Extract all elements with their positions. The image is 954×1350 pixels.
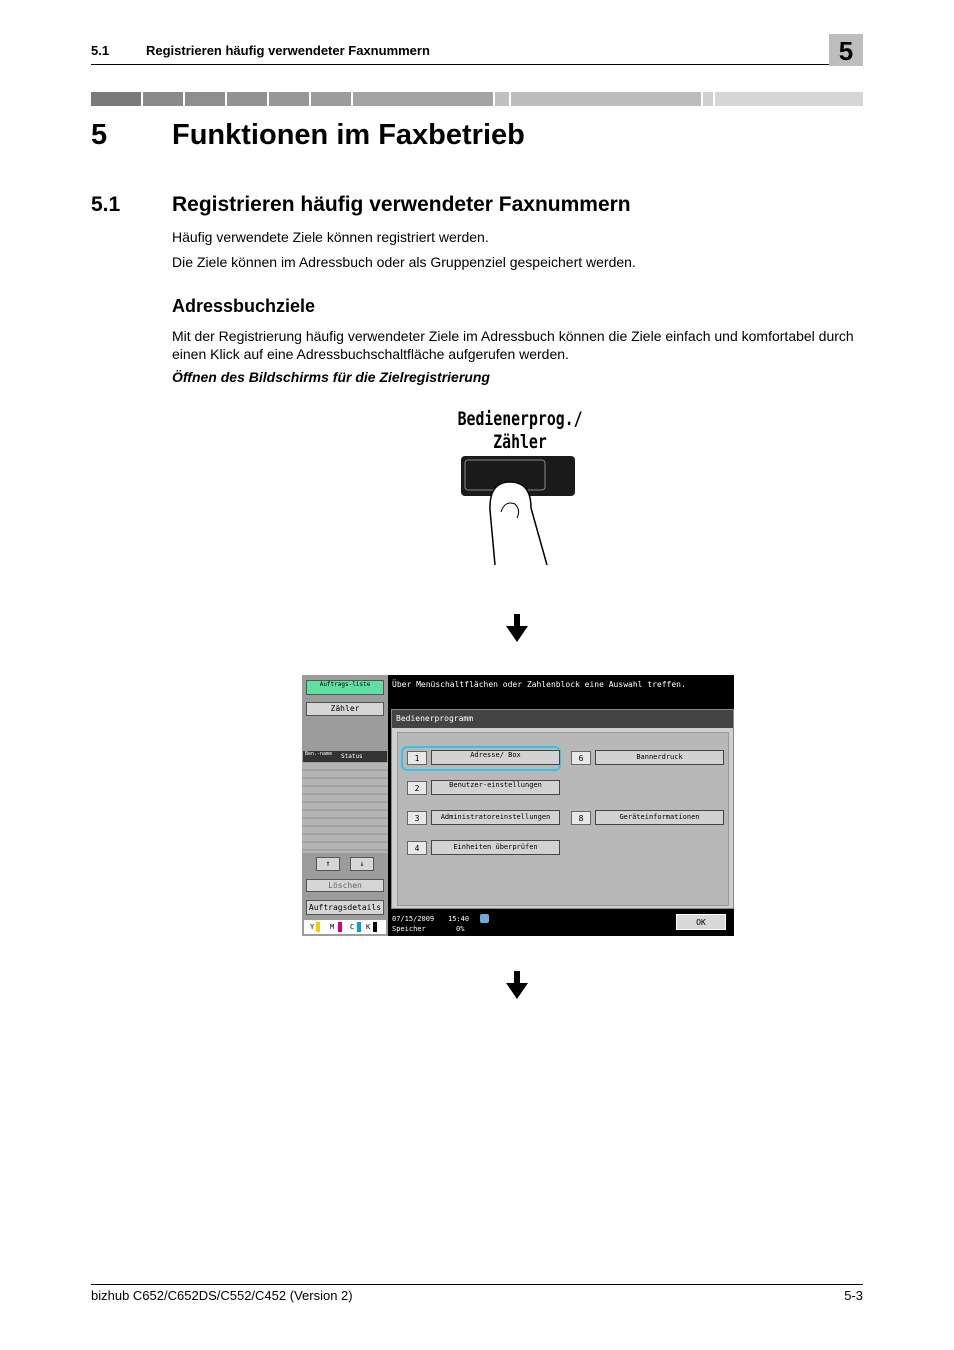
key-label [458,408,583,454]
status-time: 15:40 [448,915,470,923]
message-text: Über Menüschaltflächen oder Zahlenblock eine Auswahl treffen. [392,680,686,689]
device-information-button[interactable]: Geräteinformationen [595,810,724,825]
status-memory-label: Speicher [392,925,426,933]
section-number: 5.1 [91,193,121,216]
toner-k: K [366,923,371,931]
delete-button[interactable]: Löschen [306,879,384,892]
arrow-down-icon [506,614,528,642]
header-section-title: Registrieren häufig verwendeter Faxnummern [146,43,430,58]
procedure-title: Öffnen des Bildschirms für die Zielregistrierung [172,369,490,385]
footer-page-number: 5-3 [844,1288,863,1303]
section-title: Registrieren häufig verwendeter Faxnummern [172,193,631,216]
footer-rule [91,1284,863,1285]
status-date: 07/15/2009 [392,915,435,923]
job-list-header [303,751,387,762]
toner-c-level [357,922,361,932]
job-details-button[interactable]: Auftragsdetails [306,900,384,915]
check-details-button[interactable]: Einheiten überprüfen [431,840,560,855]
address-box-button[interactable]: Adresse/ Box [431,750,560,765]
finger-press-icon [455,450,585,572]
footer-product: bizhub C652/C652DS/C552/C452 (Version 2) [91,1288,353,1303]
ok-button[interactable]: OK [676,914,726,930]
key-label-line-1: Bedienerprog./ [457,408,583,430]
key-label-line-2: Zähler [493,431,547,453]
toner-k-level [373,922,377,932]
counter-button[interactable]: Zähler [306,702,384,716]
menu-num-3: 3 [407,811,427,825]
menu-num-6: 6 [571,751,591,765]
operator-program-window [391,709,734,909]
control-panel-screen [302,675,734,936]
status-bar [388,911,734,936]
toner-y: Y [310,923,315,931]
scroll-down-button[interactable]: ↓ [350,857,374,871]
network-icon [480,914,489,923]
administrator-settings-button[interactable]: Administratoreinstellungen [431,810,560,825]
banner-print-button[interactable]: Bannerdruck [595,750,724,765]
arrow-down-icon [506,971,528,999]
toner-indicator [304,920,386,934]
col-name: Ben.-name [305,751,333,757]
toner-m-level [338,922,342,932]
col-status: Status [341,753,363,760]
scroll-up-button[interactable]: ↑ [316,857,340,871]
menu-num-1: 1 [407,751,427,765]
toner-c: C [350,923,355,931]
intro-paragraph-1: Häufig verwendete Ziele können registriert werden. [172,229,489,245]
subsection-paragraph: Mit der Registrierung häufig verwendeter Ziele im Adressbuch können die Ziele einfach und komfortabel durch einen Klick auf eine Adressbuchschaltfläche aufgerufen werden. [172,328,854,362]
chapter-badge: 5 [829,34,863,66]
chapter-title: Funktionen im Faxbetrieb [172,119,525,151]
menu-area [397,732,729,906]
menu-num-4: 4 [407,841,427,855]
toner-m: M [330,923,335,931]
decorative-bar [91,92,863,106]
message-bar [388,675,734,705]
subsection-title: Adressbuchziele [172,296,316,316]
menu-num-2: 2 [407,781,427,795]
menu-num-8: 8 [571,811,591,825]
intro-paragraph-2: Die Ziele können im Adressbuch oder als Gruppenziel gespeichert werden. [172,254,636,270]
chapter-number: 5 [91,119,108,151]
header-rule [91,64,863,65]
window-title: Bedienerprogramm [396,714,474,723]
status-memory-value: 0% [456,925,465,933]
job-list-button[interactable]: Auftrags-liste [306,680,384,695]
header-section-number: 5.1 [91,43,110,58]
left-panel [302,675,388,936]
toner-y-level [316,922,320,932]
user-settings-button[interactable]: Benutzer-einstellungen [431,780,560,795]
window-title-bar [392,710,733,728]
